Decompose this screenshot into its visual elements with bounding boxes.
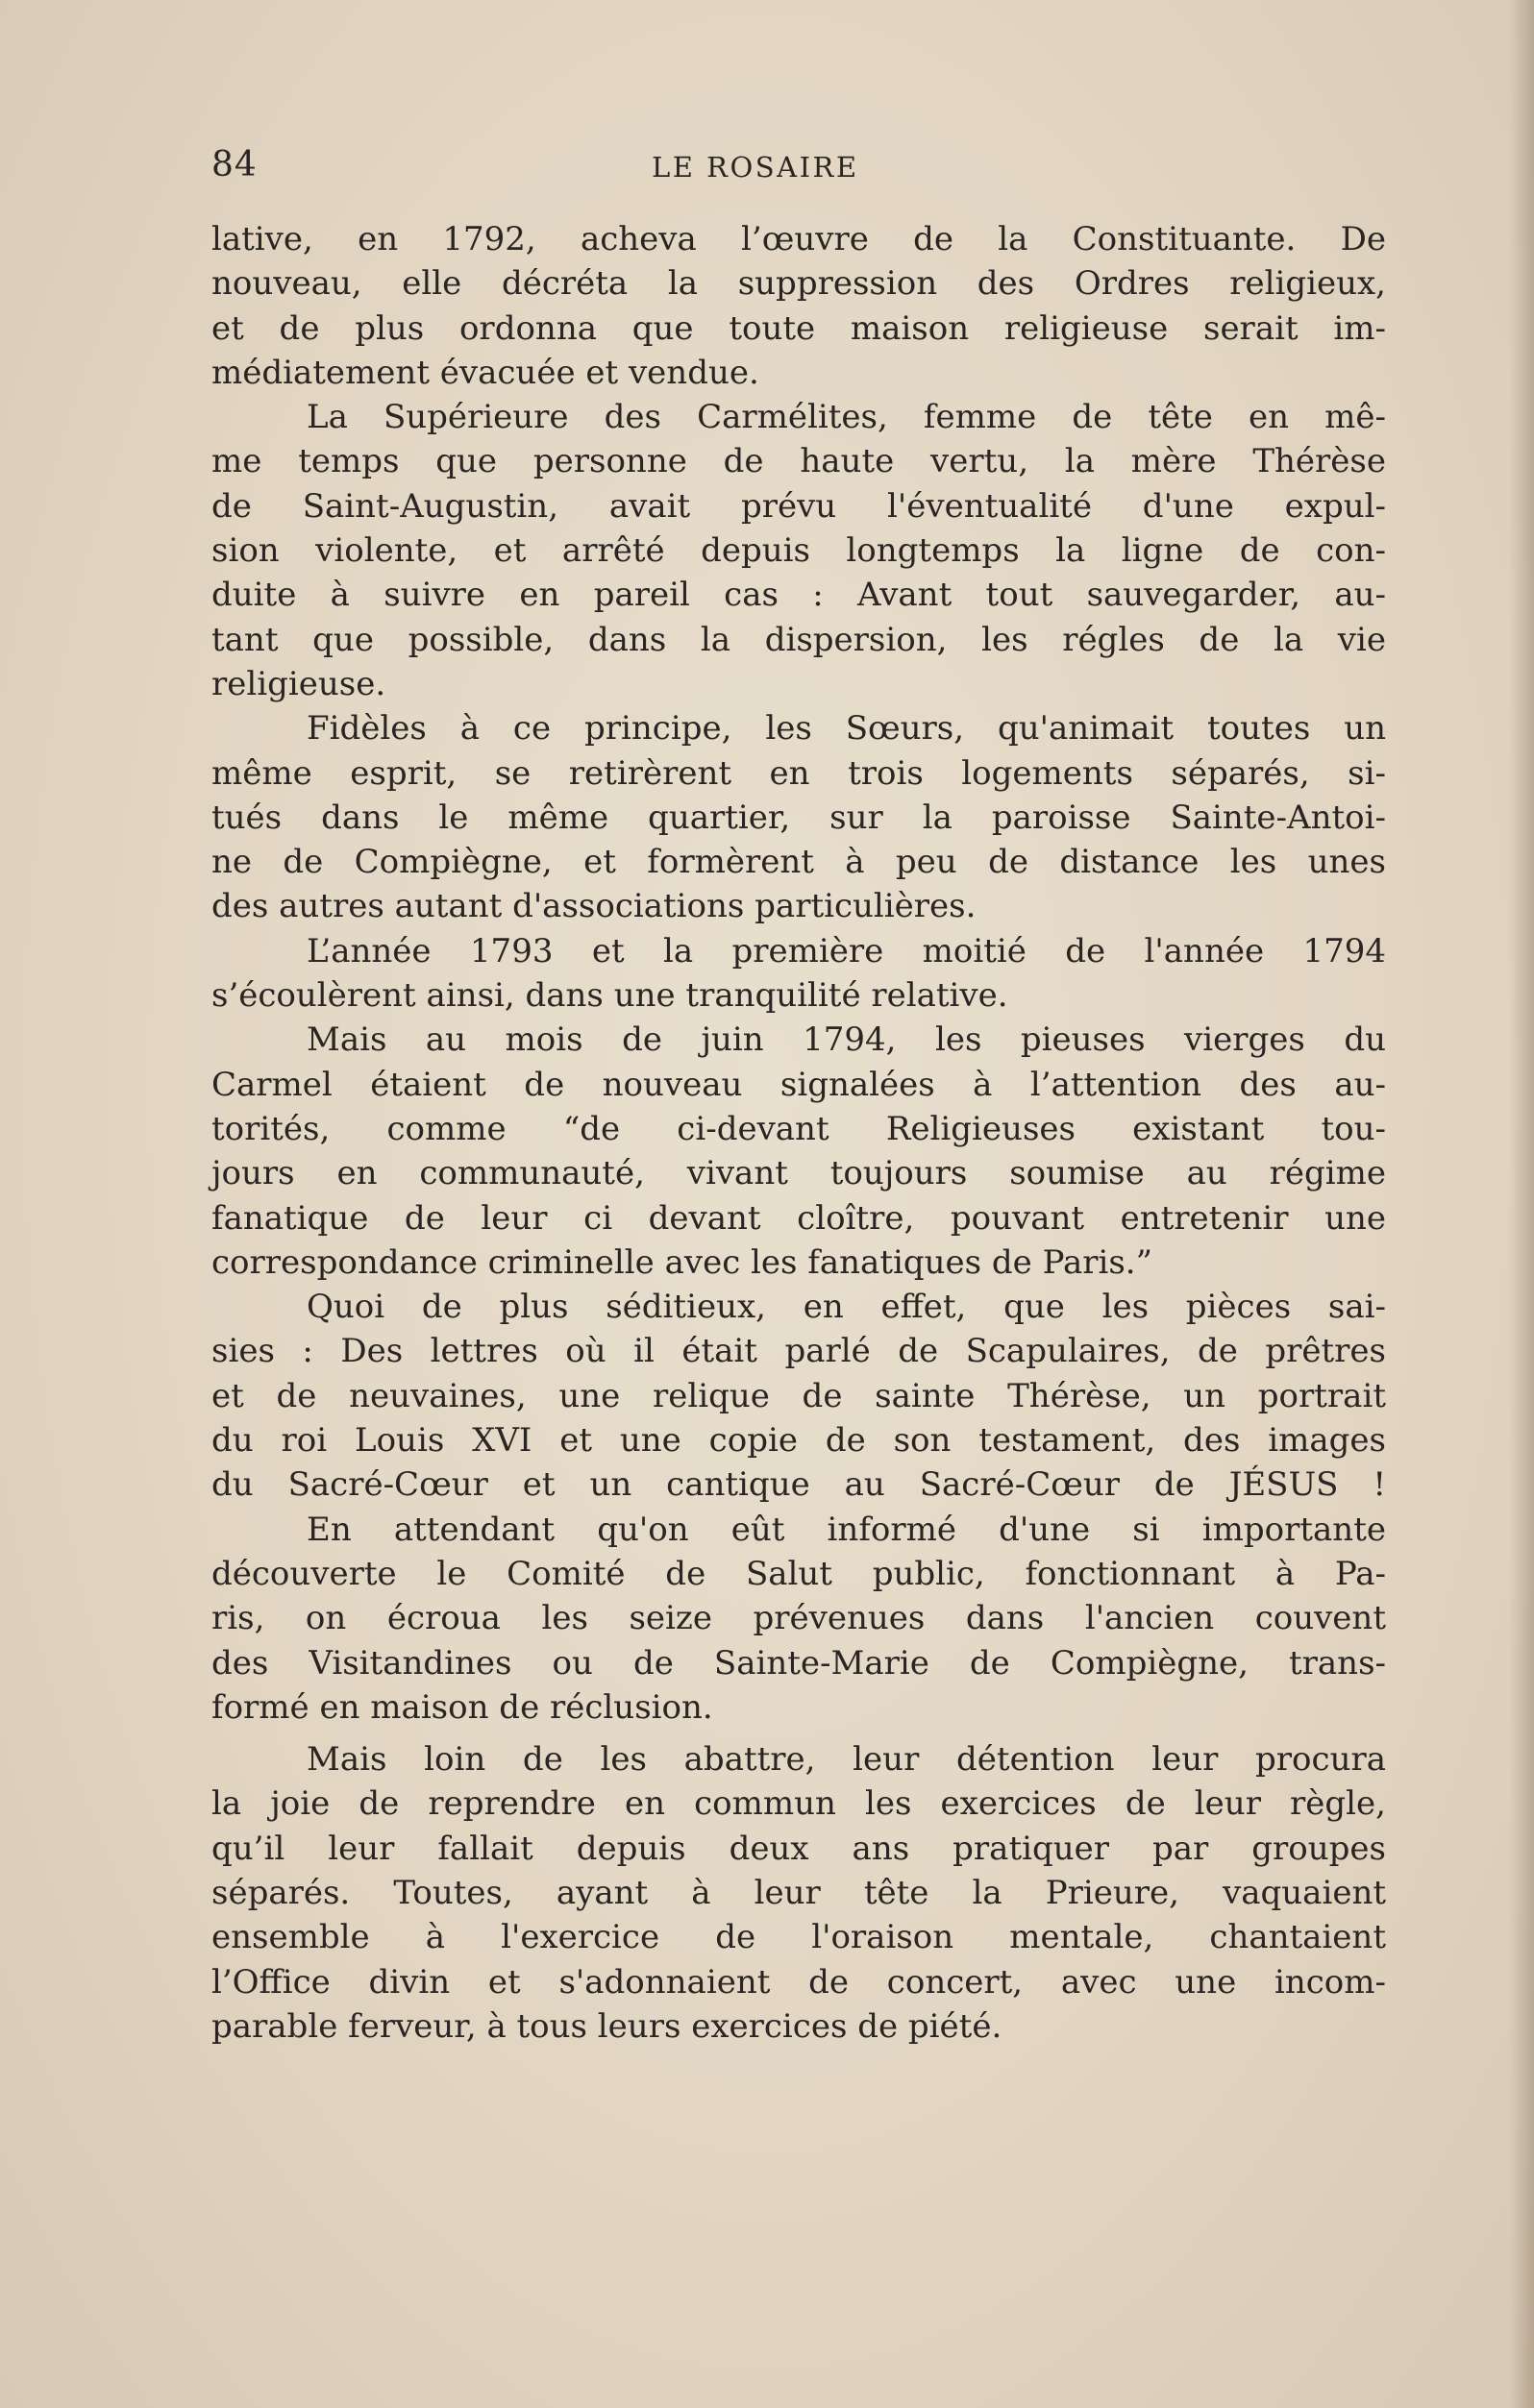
text-line: duite à suivre en pareil cas : Avant tout sauvegarder, au- (211, 576, 1386, 615)
text-line: parable ferveur, à tous leurs exercices de piété. (211, 2006, 1002, 2046)
text-line: jours en communauté, vivant toujours soumise au régime (211, 1154, 1386, 1193)
text-line: Carmel étaient de nouveau signalées à l’attention des au- (211, 1065, 1386, 1104)
text-line: sies : Des lettres où il était parlé de Scapulaires, de prêtres (211, 1332, 1386, 1371)
text-line: de Saint-Augustin, avait prévu l'éventualité d'une expul- (211, 486, 1386, 526)
text-line: s’écoulèrent ainsi, dans une tranquilité relative. (211, 976, 1008, 1016)
text-line: sion violente, et arrêté depuis longtemps la ligne de con- (211, 531, 1386, 571)
text-line: correspondance criminelle avec les fanatiques de Paris.” (211, 1242, 1152, 1282)
text-line: torités, comme “de ci-devant Religieuses existant tou- (211, 1109, 1386, 1148)
text-line: des autres autant d'associations particulières. (211, 887, 977, 926)
text-line: et de neuvaines, une relique de sainte Thérèse, un portrait (211, 1376, 1386, 1415)
body-text (211, 217, 1386, 2049)
text-line: me temps que personne de haute vertu, la mère Thérèse (211, 442, 1386, 481)
text-line: qu’il leur fallait depuis deux ans pratiquer par groupes (211, 1829, 1386, 1868)
text-line: tant que possible, dans la dispersion, les régles de la vie (211, 620, 1386, 659)
page-header (211, 144, 1379, 186)
text-line: même esprit, se retirèrent en trois logements séparés, si- (211, 753, 1386, 793)
text-line: Mais loin de les abattre, leur détention leur procura (307, 1740, 1386, 1780)
text-line: formé en maison de réclusion. (211, 1687, 713, 1727)
text-line: Fidèles à ce principe, les Sœurs, qu'animait toutes un (307, 709, 1386, 749)
text-line: du Sacré-Cœur et un cantique au Sacré-Cœur de JÉSUS ! (211, 1465, 1386, 1505)
text-line: ensemble à l'exercice de l'oraison mentale, chantaient (211, 1918, 1386, 1957)
text-line: L’année 1793 et la première moitié de l'année 1794 (307, 931, 1386, 971)
page-edge-shadow (1509, 0, 1534, 2408)
text-line: des Visitandines ou de Sainte-Marie de Compiègne, trans- (211, 1643, 1386, 1683)
text-line: ne de Compiègne, et formèrent à peu de distance les unes (211, 843, 1386, 882)
text-line: Mais au mois de juin 1794, les pieuses vierges du (307, 1020, 1386, 1060)
text-line: La Supérieure des Carmélites, femme de tête en mê- (307, 398, 1386, 437)
text-line: la joie de reprendre en commun les exercices de leur règle, (211, 1784, 1386, 1824)
text-line: religieuse. (211, 664, 386, 703)
text-line: découverte le Comité de Salut public, fonctionnant à Pa- (211, 1554, 1386, 1593)
running-title: LE ROSAIRE (652, 151, 859, 184)
text-line: ris, on écroua les seize prévenues dans l'ancien couvent (211, 1599, 1386, 1638)
text-line: l’Office divin et s'adonnaient de concert, avec une incom- (211, 1962, 1386, 2002)
text-line: Quoi de plus séditieux, en effet, que les pièces sai- (307, 1288, 1386, 1327)
text-line: et de plus ordonna que toute maison religieuse serait im- (211, 308, 1386, 348)
text-line: du roi Louis XVI et une copie de son testament, des images (211, 1421, 1386, 1461)
text-line: fanatique de leur ci devant cloître, pouvant entretenir une (211, 1198, 1386, 1238)
text-line: En attendant qu'on eût informé d'une si importante (307, 1510, 1386, 1549)
text-line: nouveau, elle décréta la suppression des Ordres religieux, (211, 264, 1386, 304)
text-line: médiatement évacuée et vendue. (211, 353, 759, 392)
text-line: séparés. Toutes, ayant à leur tête la Prieure, vaquaient (211, 1873, 1386, 1912)
text-line: lative, en 1792, acheva l’œuvre de la Constituante. De (211, 220, 1386, 258)
text-line: tués dans le même quartier, sur la paroisse Sainte-Antoi- (211, 798, 1386, 837)
page-number: 84 (211, 145, 258, 184)
